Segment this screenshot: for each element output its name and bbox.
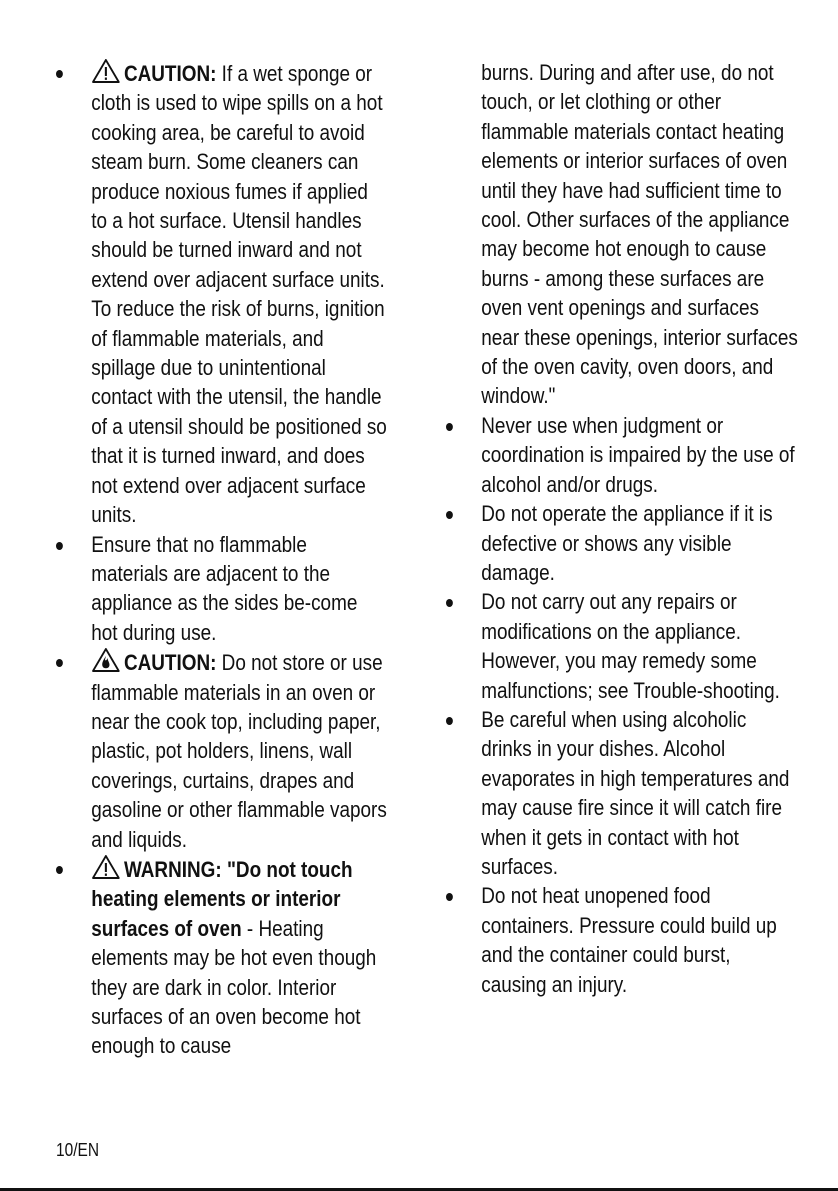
bullet <box>56 70 63 78</box>
caution-label: CAUTION: <box>123 61 217 86</box>
bullet <box>446 423 453 431</box>
warning-item <box>56 854 387 1061</box>
list-item <box>446 411 799 499</box>
warning-continuation: burns. During and after use, do not touch, or let clothing or other flammable materials contact heating elements or interior surfaces of oven until they have had sufficient time to cool. Other surfaces of the appliance may become hot enough to cause burns - among these surfaces are oven vent openings and surfaces near these openings, interior surfaces of the oven cavity, oven doors, and window." <box>481 60 798 409</box>
bullet <box>56 866 63 874</box>
list-item <box>446 587 799 705</box>
bullet <box>446 599 453 607</box>
list-item-text: Be careful when using alcoholic drinks in your dishes. Alcohol evaporates in high temperatures and may cause fire since it will catch fire when it gets in contact with hot surfaces. <box>481 706 790 879</box>
fire-warning-icon <box>91 647 120 673</box>
list-item-text: Do not operate the appliance if it is defective or shows any visible damage. <box>481 501 773 585</box>
caution-flammable-item <box>56 647 387 854</box>
bullet <box>56 659 63 667</box>
page-number: 10/EN <box>56 1140 100 1160</box>
warning-triangle-icon <box>91 58 120 84</box>
list-item <box>446 881 799 999</box>
caution-wet-sponge-item <box>56 58 387 530</box>
list-item-text: Never use when judgment or coordination is impaired by the use of alcohol and/or drugs. <box>481 412 795 497</box>
bullet <box>446 511 453 519</box>
list-item-text: Do not carry out any repairs or modifications on the appliance. However, you may remedy some malfunctions; see Trouble-shooting. <box>481 589 780 703</box>
caution-text: If a wet sponge or cloth is used to wipe spills on a hot cooking area, be careful to avoid steam burn. Some cleaners can produce noxious fumes if applied to a hot surface. Utensil handles should be turned inward and not extend over adjacent surface units. To reduce the risk of burns, ignition of flammable materials, and spillage due to unintentional contact with the utensil, the handle of a utensil should be positioned so that it is turned inward, and does not extend over adjacent surface units. <box>91 61 387 528</box>
bullet <box>56 542 63 550</box>
caution-text: Do not store or use flammable materials in an oven or near the cook top, including paper, plastic, pot holders, linens, wall coverings, curtains, drapes and gasoline or other flammable vapors and liquids. <box>91 650 387 852</box>
list-item <box>446 499 799 587</box>
warning-label: WARNING: "Do not touch heating elements or interior surfaces of oven <box>91 856 353 941</box>
bullet <box>446 717 453 725</box>
left-column <box>56 58 387 1061</box>
warning-triangle-icon <box>91 854 120 880</box>
list-item-text: Do not heat unopened food containers. Pressure could build up and the container could burst, causing an injury. <box>481 883 777 997</box>
warning-text: - Heating elements may be hot even though they are dark in color. Interior surfaces of an oven become hot enough to cause <box>91 915 377 1059</box>
ensure-text: Ensure that no flammable materials are adjacent to the appliance as the sides be-come hot during use. <box>91 531 358 645</box>
caution-label: CAUTION: <box>123 650 217 676</box>
bullet <box>446 893 453 901</box>
ensure-item <box>56 530 387 648</box>
right-column <box>446 58 799 999</box>
list-item <box>446 705 799 881</box>
